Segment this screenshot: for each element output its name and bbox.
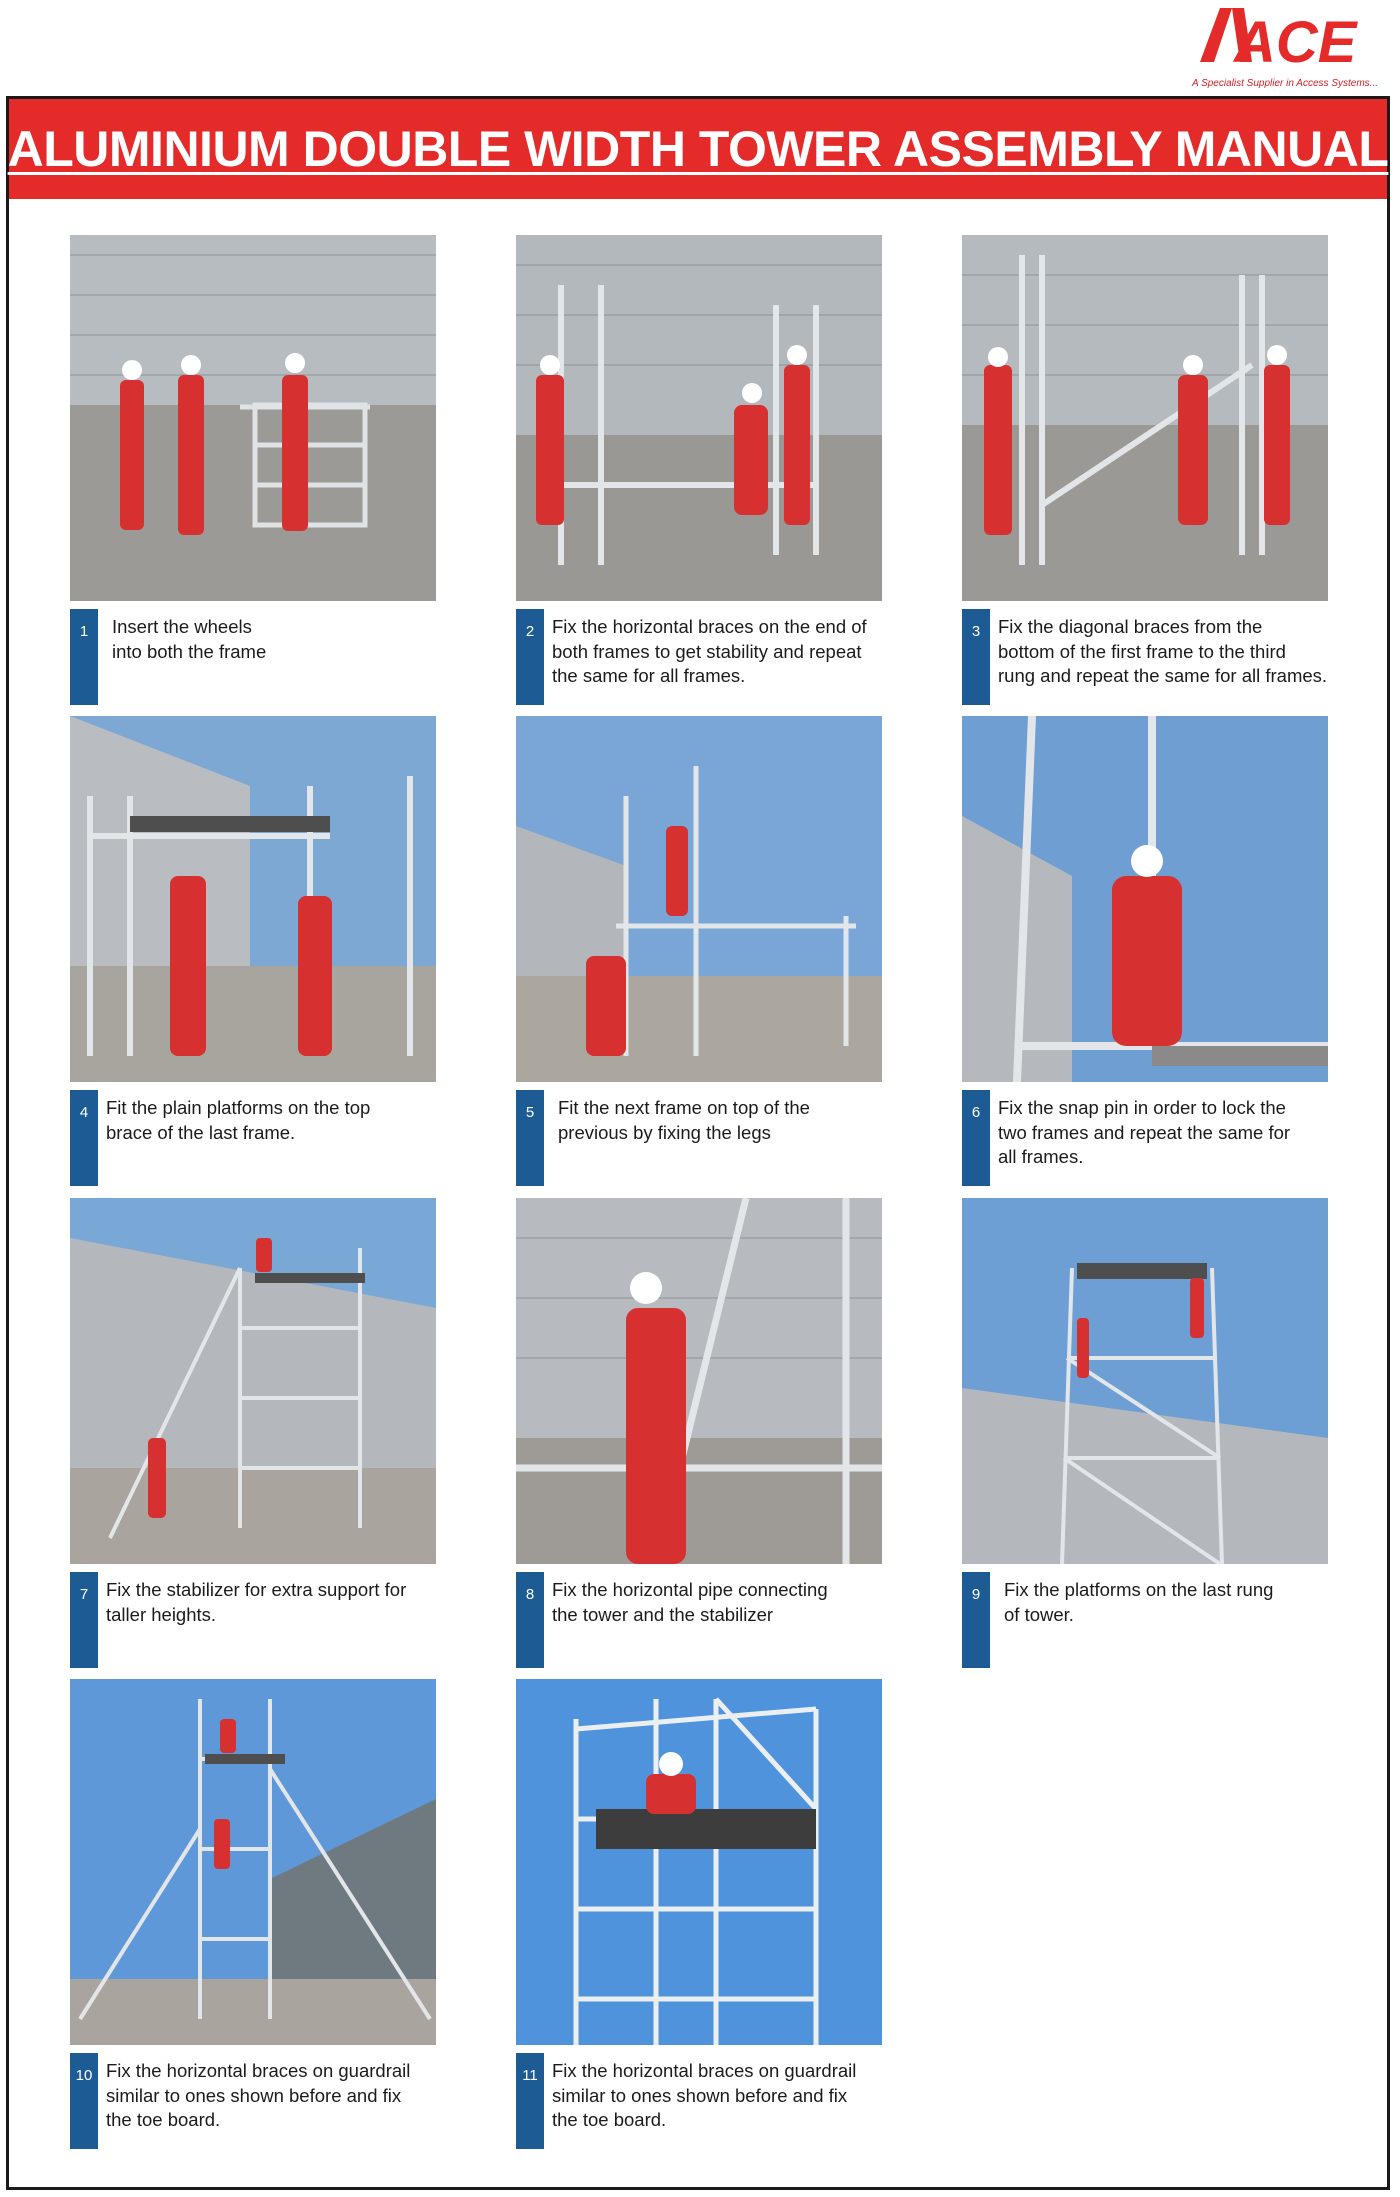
step-2-photo [516,235,882,601]
step-8-number: 8 [516,1572,544,1668]
step-7-photo [70,1198,436,1564]
step-4-number: 4 [70,1090,98,1186]
step-1-number: 1 [70,609,98,705]
step-11-text-line: similar to ones shown before and fix [552,2084,848,2106]
step-2-text-line: the same for all frames. [552,665,746,686]
step-8-photo [516,1198,882,1564]
step-3-text-line: Fix the diagonal braces from the [998,616,1263,637]
step-1-text-line: into both the frame [112,640,267,662]
step-3-photo [962,235,1328,601]
step-11 [516,1679,882,2149]
step-9-number: 9 [962,1572,990,1668]
step-11-number: 11 [516,2053,544,2149]
step-4-text-line: Fit the plain platforms on the top [106,1097,371,1118]
title-bar [9,99,1387,199]
step-6-number: 6 [962,1090,990,1186]
step-2-number: 2 [516,609,544,705]
step-5-text-line: previous by fixing the legs [558,1121,771,1143]
step-10-text-line: the toe board. [106,2109,221,2130]
step-6-text-line: all frames. [998,1146,1084,1167]
step-10-number: 10 [70,2053,98,2149]
step-1 [70,235,436,705]
step-3 [962,235,1328,705]
step-5-number: 5 [516,1090,544,1186]
step-7-text-line: Fix the stabilizer for extra support for [106,1579,407,1600]
step-1-photo [70,235,436,601]
step-4 [70,716,436,1186]
step-9-text-line: Fix the platforms on the last rung [1004,1579,1274,1600]
step-6-text-line: two frames and repeat the same for [998,1121,1291,1143]
step-11-caption [516,2053,882,2149]
step-10-text-line: similar to ones shown before and fix [106,2084,402,2106]
step-5-caption [516,1090,882,1186]
step-11-text-line: the toe board. [552,2109,667,2130]
step-3-number: 3 [962,609,990,705]
step-6-text-line: Fix the snap pin in order to lock the [998,1097,1286,1118]
step-2 [516,235,882,705]
step-6-photo [962,716,1328,1082]
step-7-caption [70,1572,436,1668]
step-6-caption [962,1090,1328,1186]
step-9-caption [962,1572,1328,1668]
step-8 [516,1198,882,1668]
step-8-text-line: the tower and the stabilizer [552,1603,774,1625]
step-1-caption [70,609,436,705]
step-7-text-line: taller heights. [106,1603,217,1625]
step-10-photo [70,1679,436,2045]
step-9 [962,1198,1328,1668]
step-1-text-line: Insert the wheels [112,616,252,637]
ace-logo [1192,0,1382,96]
step-2-caption [516,609,882,705]
step-8-text-line: Fix the horizontal pipe connecting [552,1579,828,1600]
step-9-text-line: of tower. [1004,1603,1074,1625]
step-3-caption [962,609,1328,705]
page-title: ALUMINIUM DOUBLE WIDTH TOWER ASSEMBLY MANUAL [7,121,1389,177]
step-2-text-line: both frames to get stability and repeat [552,640,862,662]
step-3-text-line: rung and repeat the same for all frames. [998,665,1328,686]
step-4-caption [70,1090,436,1186]
step-5 [516,716,882,1186]
logo-tagline: A Specialist Supplier in Access Systems... [1192,78,1378,89]
step-3-text-line: bottom of the first frame to the third [998,640,1286,662]
step-7-number: 7 [70,1572,98,1668]
step-10 [70,1679,436,2149]
step-8-caption [516,1572,882,1668]
ace-logo-mark [1192,0,1382,80]
svg-text:ACE: ACE [1234,10,1357,75]
step-10-text-line: Fix the horizontal braces on guardrail [106,2060,411,2081]
step-4-photo [70,716,436,1082]
step-2-text-line: Fix the horizontal braces on the end of [552,616,867,637]
step-11-text-line: Fix the horizontal braces on guardrail [552,2060,857,2081]
step-4-text-line: brace of the last frame. [106,1121,296,1143]
step-5-text-line: Fit the next frame on top of the [558,1097,810,1118]
step-11-photo [516,1679,882,2045]
step-9-photo [962,1198,1328,1564]
step-7 [70,1198,436,1668]
step-5-photo [516,716,882,1082]
step-6 [962,716,1328,1186]
step-10-caption [70,2053,436,2149]
